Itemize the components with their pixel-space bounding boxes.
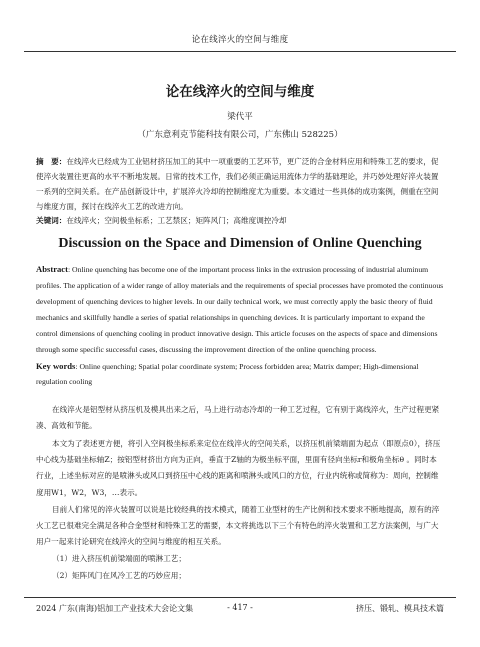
page-number: - 417 -: [227, 603, 253, 612]
list-item: （1）进入挤压机前梁端面的喷淋工艺；: [52, 554, 186, 563]
list-item: （2）矩阵风门在风冷工艺的巧妙应用；: [52, 571, 186, 580]
chinese-keywords: [36, 213, 444, 228]
english-abstract-label: Abstract: [36, 264, 68, 274]
header-rule: [24, 51, 456, 52]
author-name: 梁代平: [227, 112, 253, 122]
body-paragraph-3: 目前人们常见的淬火装置可以说是比较经典的技术模式，随着工业型材的生产比例和技术要求不断地提高，原有的淬火工艺已很难完全满足各种合金型材和特殊工艺的需要，本文将挑选以下三个有特色的淬火装置和工艺方法案例，与广大用户一起来讨论研究在线淬火的空间与维度的相互关系。: [36, 505, 440, 547]
chinese-abstract: [36, 154, 444, 214]
body-paragraph-1: 在线淬火是铝型材从挤压机及模具出来之后，马上进行动态冷却的一种工艺过程，它有别于离线淬火，生产过程更紧凑、高效和节能。: [36, 405, 440, 431]
chinese-title: 论在线淬火的空间与维度: [165, 84, 315, 100]
english-title: Discussion on the Space and Dimension of Online Quenching: [58, 236, 422, 251]
footer-left: 2024 广东(南海)铝加工产业技术大会论文集: [36, 604, 194, 613]
author-affiliation: （广东意利克节能科技有限公司，广东佛山 528225）: [137, 130, 343, 140]
chinese-keywords-label: 关键词：: [36, 216, 67, 225]
footer-right: 挤压、锻轧、模具技术篇: [356, 604, 444, 613]
chinese-keywords-text: 在线淬火；空间极坐标系；工艺禁区；矩阵风门；高维度调控冷却: [66, 216, 287, 225]
chinese-abstract-label: 摘 要：: [36, 157, 67, 166]
english-keywords-label: Key words: [36, 361, 76, 371]
footer-rule: [24, 597, 456, 598]
body-paragraph-2: 本文为了表述更方便，将引入空间极坐标系来定位在线淬火的空间关系，以挤压机前梁端面为起点（即原点0），挤压中心线为基础坐标轴Z；按铝型材挤出方向为正向，垂直于Z轴的为极坐标平面，里面有径向坐标r和极角坐标θ 。同时本行业，上述坐标对应的是喷淋头或风口到挤压中心线的距离和喷淋头或风口的方位，行业内统称或简称为：周向，控制维度用W1，W2，W3，…表示。: [36, 439, 441, 497]
running-header: 论在线淬火的空间与维度: [191, 35, 289, 45]
english-keywords: [36, 359, 444, 389]
english-keywords-text: : Online quenching; Spatial polar coordinate system; Process forbidden area; Matrix damper; High-dimensional regulation cooling: [36, 362, 419, 386]
english-abstract-text: : Online quenching has become one of the important process links in the extrusion processing of industrial aluminum profiles. The application of a wider range of alloy materials and the requirements of special processes have promoted the continuous development of quenching devices to higher levels. In our daily technical work, we must correctly apply the basic theory of fluid mechanics and skillfully handle a series of spatial relationships in quenching devices. It is particularly important to expand the control dimensions of quenching cooling in product innovative design. This article focuses on the aspects of space and dimensions through some specific successful cases, discussing the improvement direction of the online quenching process.: [36, 265, 444, 354]
chinese-abstract-text: 在线淬火已经成为工业铝材挤压加工的其中一项重要的工艺环节，更广泛的合金材料应用和特殊工艺的要求，促使淬火装置往更高的水平不断地发展。日常的技术工作，我们必须正确运用流体力学的基础理论，并巧妙处理好淬火装置一系列的空间关系。在产品创新设计中，扩展淬火冷却的控制维度尤为重要。本文通过一些具体的成功案例，侧重在空间与维度方面，探讨在线淬火工艺的改进方向。: [36, 157, 439, 211]
english-abstract: [36, 262, 444, 357]
